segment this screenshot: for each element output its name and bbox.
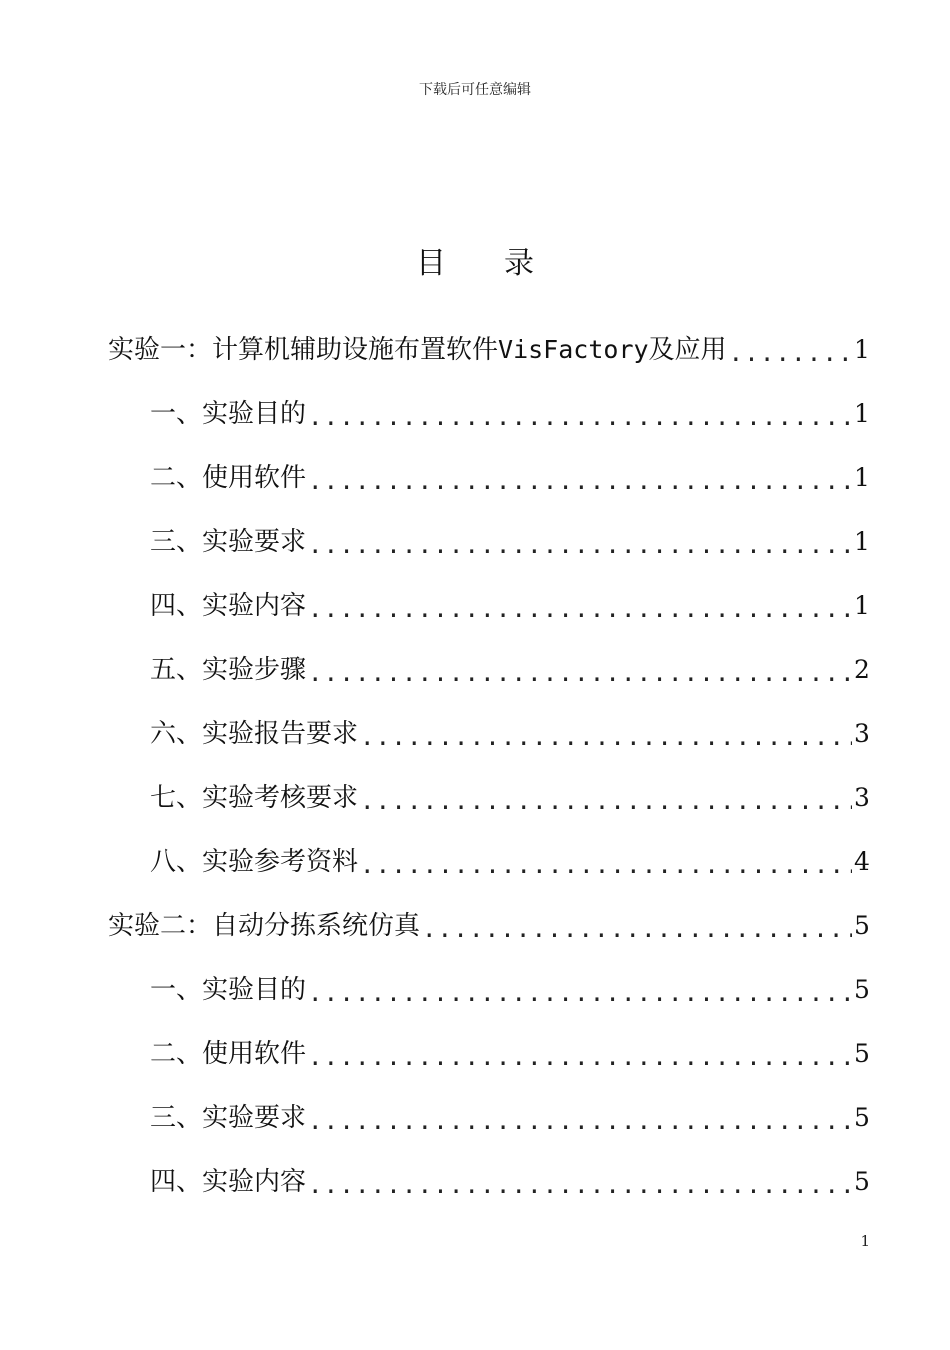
toc-entry[interactable] (150, 712, 868, 756)
toc-entry[interactable] (150, 584, 868, 628)
toc-entry[interactable] (150, 520, 868, 564)
toc-entry-page: 2 (854, 655, 870, 684)
toc-entry-label: 使用软件 (202, 1039, 307, 1069)
toc-entry-number: 三、 (150, 1103, 203, 1133)
toc-entry-prefix: 实验一： (108, 335, 213, 365)
page-number: 1 (860, 1232, 870, 1250)
toc-leader-dots (308, 654, 852, 692)
toc-leader-dots (360, 718, 852, 756)
toc-leader-dots (308, 398, 852, 436)
toc-entry-number: 二、 (150, 1039, 203, 1069)
toc-entry-experiment-1[interactable] (108, 328, 868, 372)
toc-entry-number: 六、 (150, 719, 203, 749)
toc-leader-dots (308, 590, 852, 628)
toc-entry-label: 实验步骤 (202, 655, 307, 685)
toc-leader-dots (308, 1166, 852, 1204)
toc-entry-number: 三、 (150, 527, 203, 557)
toc-leader-dots (308, 1102, 852, 1140)
toc-entry-page: 1 (854, 399, 870, 428)
toc-entry-number: 五、 (150, 655, 203, 685)
toc-entry-label: 实验要求 (202, 1103, 307, 1133)
toc-entry-label (212, 328, 727, 372)
toc-entry-label: 实验要求 (202, 527, 307, 557)
toc-entry-number: 一、 (150, 399, 203, 429)
toc-entry-page: 1 (854, 335, 870, 364)
toc-entry[interactable] (150, 1032, 868, 1076)
toc-entry-label: 实验内容 (202, 1167, 307, 1197)
toc-entry[interactable] (150, 456, 868, 500)
toc-entry-number: 一、 (150, 975, 203, 1005)
toc-leader-dots (360, 846, 852, 884)
toc-title (0, 238, 950, 282)
toc-entry-label: 实验考核要求 (202, 783, 359, 813)
toc-entry-label: 实验目的 (202, 975, 307, 1005)
toc-entry-number: 四、 (150, 1167, 203, 1197)
toc-entry-page: 5 (854, 975, 870, 1004)
toc-entry[interactable] (150, 648, 868, 692)
toc-leader-dots (422, 910, 852, 948)
toc-entry-page: 3 (854, 783, 870, 812)
toc-entry-number: 二、 (150, 463, 203, 493)
toc-entry[interactable] (150, 392, 868, 436)
toc-leader-dots (308, 462, 852, 500)
toc-entry-page: 5 (854, 911, 870, 940)
toc-entry-label: 实验报告要求 (202, 719, 359, 749)
toc-entry-page: 4 (854, 847, 870, 876)
toc-entry[interactable] (150, 1160, 868, 1204)
toc-entry-page: 1 (854, 591, 870, 620)
toc-entry-page: 5 (854, 1167, 870, 1196)
toc-leader-dots (308, 1038, 852, 1076)
toc-entry[interactable] (150, 776, 868, 820)
toc-leader-dots (360, 782, 852, 820)
toc-entry-number: 八、 (150, 847, 203, 877)
toc-entry-number: 四、 (150, 591, 203, 621)
toc-leader-dots (308, 526, 852, 564)
toc-entry[interactable] (150, 840, 868, 884)
toc-entry-number: 七、 (150, 783, 203, 813)
toc-entry-experiment-2[interactable] (108, 904, 868, 948)
toc-entry-label: 自动分拣系统仿真 (212, 911, 421, 941)
toc-entry-label: 实验参考资料 (202, 847, 359, 877)
toc-entry-label: 使用软件 (202, 463, 307, 493)
toc-entry-page: 1 (854, 463, 870, 492)
toc-entry-page: 5 (854, 1103, 870, 1132)
toc-entry-prefix: 实验二： (108, 911, 213, 941)
toc-entry[interactable] (150, 968, 868, 1012)
toc-entry-label: 实验内容 (202, 591, 307, 621)
toc-title-char-2: 录 (504, 246, 534, 281)
toc-entry[interactable] (150, 1096, 868, 1140)
toc-entry-label-latin: VisFactory (498, 335, 649, 364)
toc-entry-label-part: 及应用 (648, 335, 727, 365)
page-header: 下载后可任意编辑 (419, 82, 531, 98)
toc-entry-label: 实验目的 (202, 399, 307, 429)
toc-entry-page: 1 (854, 527, 870, 556)
toc-leader-dots (729, 334, 852, 372)
toc-entry-page: 3 (854, 719, 870, 748)
toc-entry-page: 5 (854, 1039, 870, 1068)
toc-entry-label-part: 计算机辅助设施布置软件 (212, 335, 499, 365)
toc-leader-dots (308, 974, 852, 1012)
toc-title-char-1: 目 (416, 246, 446, 281)
